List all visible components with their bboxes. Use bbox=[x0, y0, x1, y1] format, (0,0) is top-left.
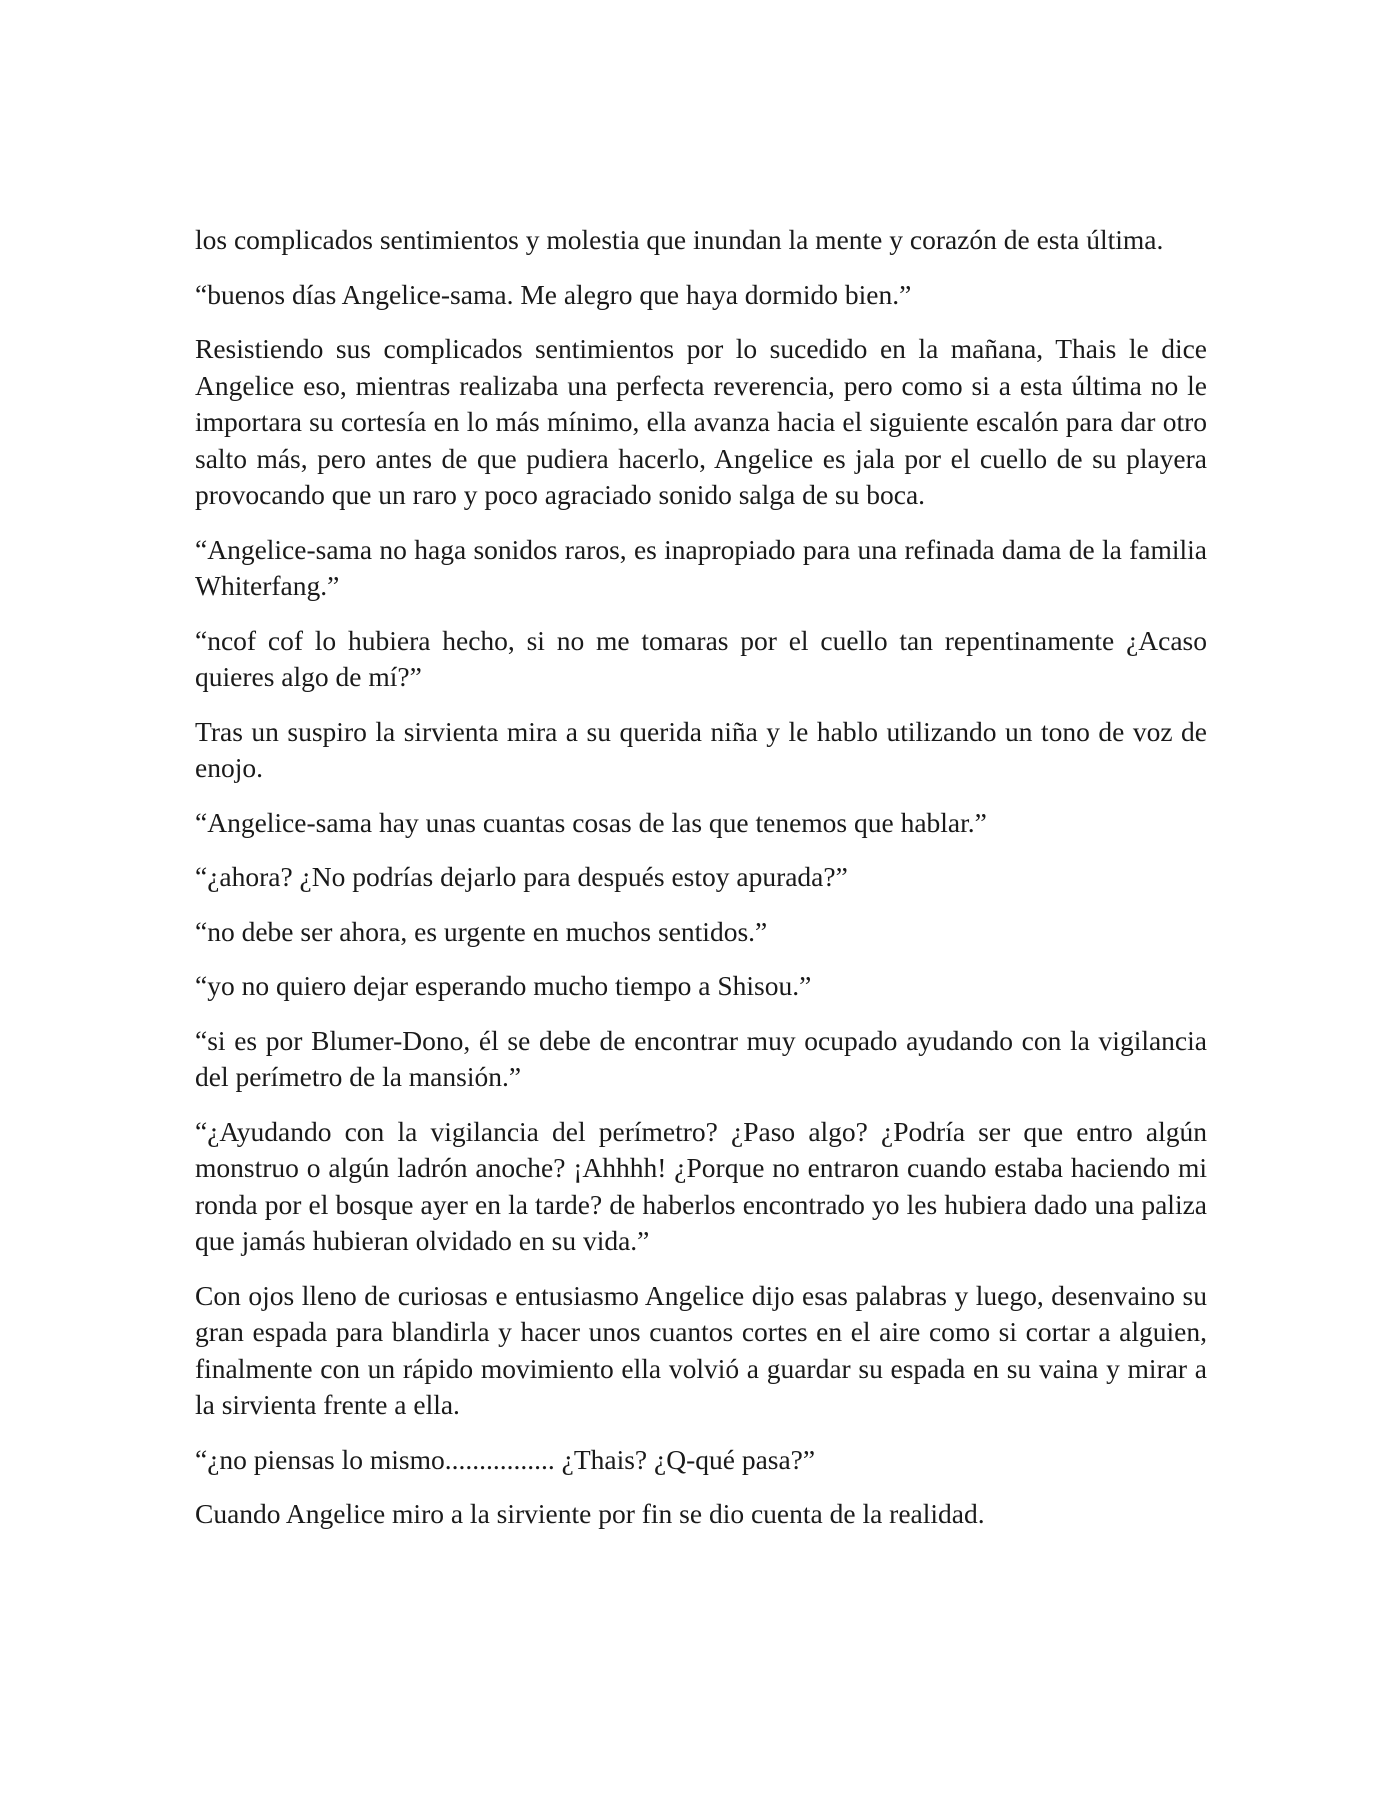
paragraph-11: “si es por Blumer-Dono, él se debe de encontrar muy ocupado ayudando con la vigilancia del perímetro de la mansión.” bbox=[195, 1024, 1207, 1092]
paragraph-9: “no debe ser ahora, es urgente en muchos sentidos.” bbox=[195, 915, 768, 947]
paragraph-14: “¿no piensas lo mismo................ ¿Thais? ¿Q-qué pasa?” bbox=[195, 1443, 816, 1475]
paragraph-7: “Angelice-sama hay unas cuantas cosas de las que tenemos que hablar.” bbox=[195, 806, 987, 838]
paragraph-10: “yo no quiero dejar esperando mucho tiempo a Shisou.” bbox=[195, 970, 812, 1001]
document-page bbox=[195, 222, 1207, 1551]
paragraph-3: Resistiendo sus complicados sentimientos por lo sucedido en la mañana, Thais le dice Angelice eso, mientras realizaba una perfecta reverencia, pero como si a esta última no le importara su cortesía en lo más mínimo, ella avanza hacia el siguiente escalón para dar otro salto más, pero antes de que pudiera hacerlo, Angelice es jala por el cuello de su playera provocando que un raro y poco agraciado sonido salga de su boca. bbox=[195, 333, 1207, 510]
paragraph-2: “buenos días Angelice-sama. Me alegro que haya dormido bien.” bbox=[195, 278, 912, 310]
paragraph-1: los complicados sentimientos y molestia que inundan la mente y corazón de esta última. bbox=[195, 224, 1164, 255]
paragraph-15: Cuando Angelice miro a la sirviente por fin se dio cuenta de la realidad. bbox=[195, 1498, 985, 1529]
paragraph-13: Con ojos lleno de curiosas e entusiasmo Angelice dijo esas palabras y luego, desenvaino su gran espada para blandirla y hacer unos cuantos cortes en el aire como si cortar a alguien, finalmente con un rápido movimiento ella volvió a guardar su espada en su vaina y mirar a la sirvienta frente a ella. bbox=[195, 1279, 1207, 1420]
paragraph-4: “Angelice-sama no haga sonidos raros, es inapropiado para una refinada dama de la familia Whiterfang.” bbox=[195, 533, 1207, 601]
paragraph-5: “ncof cof lo hubiera hecho, si no me tomaras por el cuello tan repentinamente ¿Acaso quieres algo de mí?” bbox=[195, 624, 1207, 692]
paragraph-12: “¿Ayudando con la vigilancia del perímetro? ¿Paso algo? ¿Podría ser que entro algún monstruo o algún ladrón anoche? ¡Ahhhh! ¿Porque no entraron cuando estaba haciendo mi ronda por el bosque ayer en la tarde? de haberlos encontrado yo les hubiera dado una paliza que jamás hubieran olvidado en su vida.” bbox=[195, 1115, 1207, 1256]
paragraph-6: Tras un suspiro la sirvienta mira a su querida niña y le hablo utilizando un tono de voz de enojo. bbox=[195, 715, 1207, 783]
paragraph-8: “¿ahora? ¿No podrías dejarlo para después estoy apurada?” bbox=[195, 861, 848, 892]
